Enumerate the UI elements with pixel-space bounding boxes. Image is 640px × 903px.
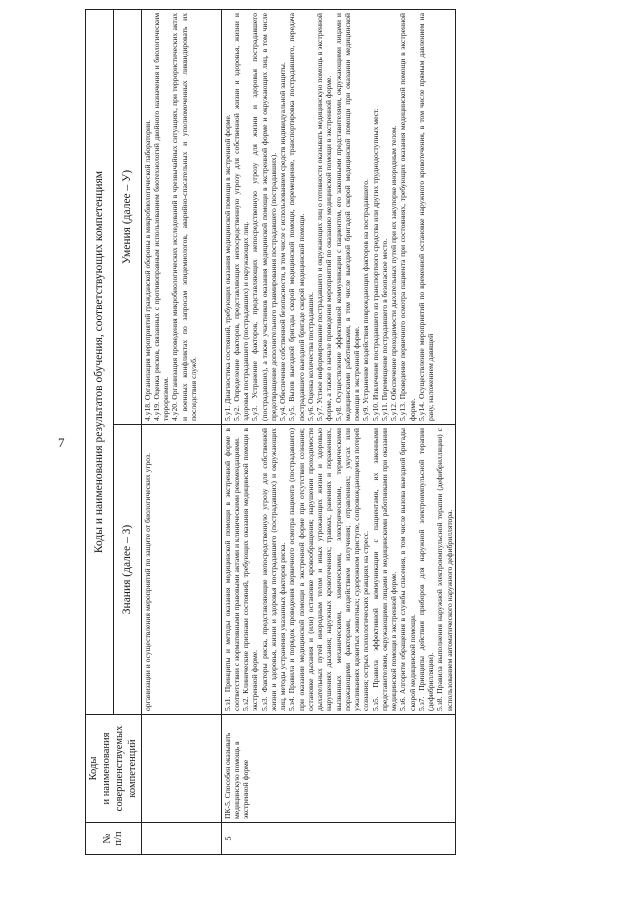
skill-item: 5.у8. Осуществление эффективной коммуникации с пациентом, его законными представителями, окружающими лицами и медицинскими работниками, в том числе выездной бригадой скорой медицинской помощи при оказании медицинской помощи в экстренной форме. (333, 13, 361, 421)
skill-item: 4.у19. Оценка рисков, связанных с противоправным использованием биотехнологий двойного назначения и биологическим терроризмом. (151, 13, 170, 421)
skill-item: 5.у9. Устранение воздействия повреждающих факторов на пострадавшего. (361, 179, 371, 421)
header-number (86, 823, 142, 855)
knowledge-cell (141, 425, 221, 715)
competency-code (141, 715, 221, 823)
header-competency-code-text: Коды и наименования совершенствуемых компетенций (88, 725, 139, 812)
knowledge-item: 5.з2. Клинические признаки состояний, требующих оказания медицинской помощи в экстренной форме. (241, 428, 260, 711)
skill-item: 4.у18. Организация мероприятий гражданской обороны в микробиологической лаборатории. (142, 119, 152, 421)
skill-item: 5.у1. Диагностика состояний, требующих оказания медицинской помощи в экстренной форме. (222, 114, 232, 421)
skill-item: 5.у2. Определение факторов, представляющих непосредственную угрозу для собственной жизни и здоровья, жизни и здоровья пострадавшего (пострадавших) и окружающих лиц. (231, 13, 250, 421)
header-knowledge: Знания (далее – З) (113, 425, 141, 715)
skill-item: 5.у3. Устранение факторов, представляющих непосредственную угрозу для жизни и здоровья пострадавшего (пострадавших), а также участников оказания медицинской помощи в экстренной форме и окружающих лиц, в том числе предотвращение дополнительного травмирования пострадавшего (пострадавших). (250, 13, 278, 421)
knowledge-item: 5.з7. Принципы действия приборов для наружной электроимпульсной терапии (дефибрилляции). (416, 428, 435, 711)
skill-item: 4.у20. Организация проведения микробиологических исследований в чрезвычайных ситуациях, при террористических актах и военных конфликтах по запросам эпидемиологов, аварийно-спасательных и уполномоченных ликвидировать их последствия служб. (170, 13, 198, 421)
skills-cell (141, 10, 221, 425)
knowledge-item: 5.з8. Правила выполнения наружной электроимпульсной терапии (дефибрилляции) с использованием автоматического наружного дефибриллятора. (435, 428, 454, 711)
header-number-text: № п/п (102, 831, 125, 846)
skill-item: 5.у7. Устное информирование пострадавшего и окружающих лиц о готовности оказывать медицинскую помощь в экстренной форме, а также о начале проведения мероприятий по оказанию медицинской помощи в экстренной форме. (315, 13, 334, 421)
knowledge-item: организации и осуществления мероприятий по защите от биологических угроз. (142, 452, 152, 711)
page-number: 7 (58, 435, 65, 450)
skill-item: 5.у5. Вызов выездной бригады скорой медицинской помощи, перемещение, транспортировка пострадавшего, передача пострадавшего выездной бригаде скорой медицинской помощи. (287, 13, 306, 421)
competency-code: ПК-5. Способен оказывать медицинскую помощь в экстренной форме (221, 715, 455, 823)
knowledge-item: 5.з3. Факторы риска, представляющие непосредственную угрозу для собственной жизни и здоровья, жизни и здоровья пострадавшего (пострадавших) и окружающих лиц, методы устранения указанных факторов риска. (259, 428, 287, 711)
skill-item: 5.у13. Проведение первичного осмотра пациента при состояниях, требующих оказания медицинской помощи в экстренной форме. (398, 13, 417, 421)
competency-table (85, 9, 456, 855)
skill-item: 5.у14. Осуществление мероприятий по временной остановке наружного кровотечения, в том числе прямым давлением на рану, наложением давящей (416, 13, 435, 421)
skill-item: 5.у10. Извлечение пострадавшего из транспортного средства или других труднодоступных мест. (370, 108, 380, 421)
header-competency-code (86, 715, 142, 823)
skills-cell (221, 10, 455, 425)
knowledge-item: 5.з5. Правила эффективной коммуникации с пациентами, их законными представителями, окружающими лицами и медицинскими работниками при оказании медицинской помощи в экстренной форме. (370, 428, 398, 711)
row-number: 5 (221, 823, 455, 855)
table-row (221, 10, 455, 855)
table-row (141, 10, 221, 855)
knowledge-cell (221, 425, 455, 715)
skill-item: 5.у12. Обеспечение проходимости дыхательных путей при их закупорке инородным телом. (389, 125, 398, 421)
knowledge-item: 5.з1. Принципы и методы оказания медицинской помощи в экстренной форме в соответствии с нормативными правовыми актами и клиническими рекомендациями. (222, 428, 241, 711)
rotated-page-content (85, 10, 640, 855)
knowledge-item: 5.з6. Алгоритм обращения в службы спасения, в том числе вызова выездной бригады скорой медицинской помощи. (398, 428, 417, 711)
skill-item: 5.у6. Оценка количества пострадавших. (305, 291, 315, 421)
row-number (141, 823, 221, 855)
skill-item: 5.у4. Обеспечение собственной безопасности, в том числе с использованием средств индивидуальной защиты. (278, 62, 287, 421)
header-learning-results: Коды и наименования результатов обучения, соответствующих компетенциям (86, 10, 114, 715)
header-skills: Умения (далее – У) (113, 10, 141, 425)
knowledge-item: 5.з4. Правила и порядок проведения первичного осмотра пациента (пострадавшего) при оказании медицинской помощи в экстренной форме при отсутствии сознания; остановке дыхания и (или) остановке кровообращения; нарушении проходимости дыхательных путей инородным телом и иных угрожающих жизни и здоровью нарушениях дыхания; наружных кровотечениях; травмах, ранениях и поражениях, вызванных механическими, химическими, электрическими, термическими поражающими факторами, воздействием излучения; отравлениях; укусах или ужаливаниях ядовитых животных; судорожном приступе, сопровождающемся потерей сознания; острых психологических реакциях на стресс. (287, 428, 371, 711)
skill-item: 5.у11. Перемещение пострадавшего в безопасное место. (379, 238, 389, 421)
